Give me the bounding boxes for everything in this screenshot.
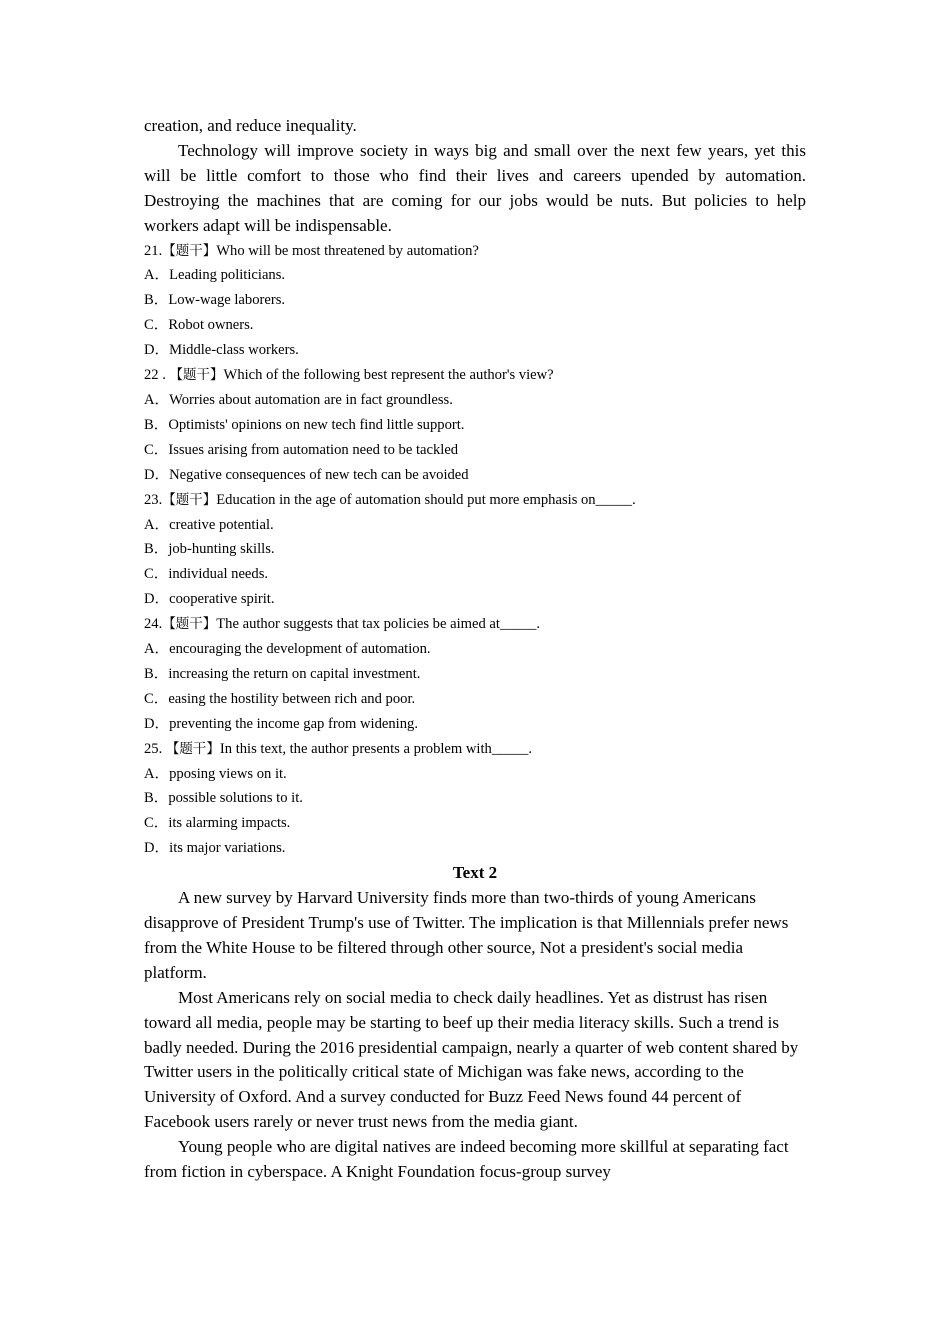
question-tag: 【题干】 bbox=[165, 740, 220, 757]
question-stem bbox=[144, 737, 806, 762]
option-a: A．encouraging the development of automation. bbox=[144, 641, 431, 658]
option-d: D．preventing the income gap from widening. bbox=[144, 715, 418, 732]
option-a: A．creative potential. bbox=[144, 516, 274, 533]
option-c: C．Issues arising from automation need to be tackled bbox=[144, 441, 459, 458]
option-b: B．possible solutions to it. bbox=[144, 790, 303, 807]
paragraph-continuation: creation, and reduce inequality. bbox=[144, 116, 357, 135]
option-c: C．individual needs. bbox=[144, 566, 269, 583]
option-c: C．its alarming impacts. bbox=[144, 815, 291, 832]
option-a: A．pposing views on it. bbox=[144, 765, 287, 782]
question-text: In this text, the author presents a problem with_____. bbox=[219, 740, 532, 757]
option-d: D．Middle-class workers. bbox=[144, 342, 299, 359]
question-text: Who will be most threatened by automation? bbox=[216, 242, 479, 259]
paragraph-harvard-survey: A new survey by Harvard University finds more than two-thirds of young Americans disapprove of President Trump's use of Twitter. The implication is that Millennials prefer news from the White House to be filtered through other source, Not a president's social media platform. bbox=[144, 888, 789, 982]
option-b: B．Optimists' opinions on new tech find little support. bbox=[144, 416, 465, 433]
question-number: 22 . bbox=[144, 367, 170, 384]
option-a: A．Leading politicians. bbox=[144, 267, 286, 284]
question-tag: 【题干】 bbox=[162, 242, 217, 259]
paragraph-social-media: Most Americans rely on social media to check daily headlines. Yet as distrust has risen toward all media, people may be starting to beef up their media literacy skills. Such a trend is badly needed. During the 2016 presidential campaign, nearly a quarter of web content shared by Twitter users in the politically critical state of Michigan was fake news, according to the University of Oxford. And a survey conducted for Buzz Feed News found 44 percent of Facebook users rarely or never trust news from the media giant. bbox=[144, 987, 799, 1132]
option-b: B．Low-wage laborers. bbox=[144, 292, 286, 309]
question-number: 24. bbox=[144, 616, 163, 633]
question-number: 25. bbox=[144, 740, 166, 757]
question-stem bbox=[144, 239, 806, 264]
option-d: D．Negative consequences of new tech can be avoided bbox=[144, 466, 469, 483]
question-tag: 【题干】 bbox=[169, 367, 224, 384]
question-text: Which of the following best represent the author's view? bbox=[223, 367, 554, 384]
option-d: D．its major variations. bbox=[144, 840, 286, 857]
option-a: A．Worries about automation are in fact groundless. bbox=[144, 391, 453, 408]
section-heading: Text 2 bbox=[452, 863, 498, 883]
question-21 bbox=[144, 239, 806, 364]
question-24 bbox=[144, 612, 806, 737]
question-tag: 【题干】 bbox=[162, 616, 217, 633]
question-text: The author suggests that tax policies be aimed at_____. bbox=[216, 616, 541, 633]
question-stem bbox=[144, 363, 806, 388]
option-c: C．Robot owners. bbox=[144, 317, 254, 334]
option-b: B．job-hunting skills. bbox=[144, 541, 275, 558]
question-22 bbox=[144, 363, 806, 488]
option-c: C．easing the hostility between rich and poor. bbox=[144, 690, 416, 707]
question-number: 23. bbox=[144, 491, 163, 508]
paragraph-digital-natives: Young people who are digital natives are indeed becoming more skillful at separating fact from fiction in cyberspace. A Knight Foundation focus-group survey bbox=[144, 1137, 789, 1182]
question-tag: 【题干】 bbox=[162, 491, 217, 508]
question-text: Education in the age of automation should put more emphasis on_____. bbox=[216, 491, 636, 508]
paragraph-technology: Technology will improve society in ways big and small over the next few years, yet this will be little comfort to those who find their lives and careers upended by automation. Destroying the machines that are coming for our jobs would be nuts. But policies to help workers adapt will be indispensable. bbox=[144, 140, 806, 235]
option-b: B．increasing the return on capital investment. bbox=[144, 665, 421, 682]
question-number: 21. bbox=[144, 242, 163, 259]
document-page bbox=[144, 114, 806, 1185]
question-stem bbox=[144, 612, 806, 637]
question-25 bbox=[144, 737, 806, 862]
option-d: D．cooperative spirit. bbox=[144, 591, 275, 608]
question-23 bbox=[144, 488, 806, 613]
question-stem bbox=[144, 488, 806, 513]
